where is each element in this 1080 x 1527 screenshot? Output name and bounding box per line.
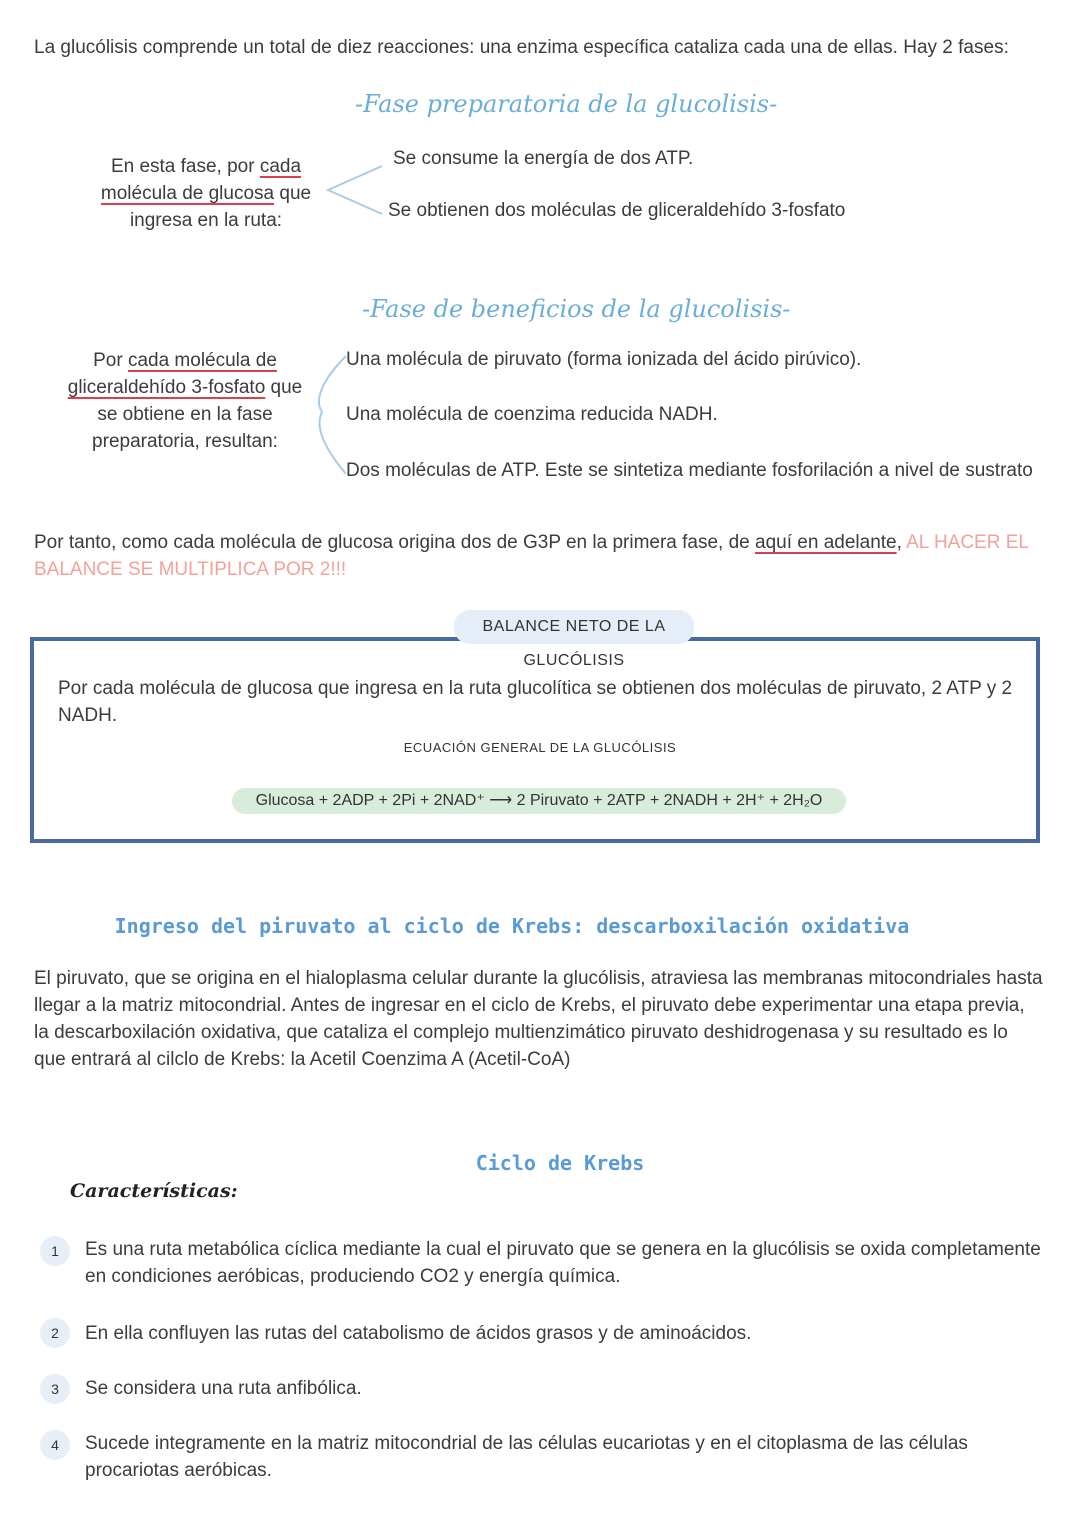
fase2-brace-path [319,356,346,474]
portanto-paragraph [34,529,1044,583]
fase2-left-note [60,347,310,455]
characteristic-3: Se considera una ruta anfibólica. [85,1378,362,1399]
fase1-left-u1: cada [259,156,302,177]
fase1-left-note [88,153,324,234]
fase2-left-u1: cada molécula de [127,350,277,371]
fase1-left-u2: molécula de glucosa [100,183,275,204]
krebs-entry-title: Ingreso del piruvato al ciclo de Krebs: descarboxilación oxidativa [114,914,910,938]
fase2-left-post1: se obtiene en la fase [97,404,273,425]
item-number-4: 4 [40,1430,70,1460]
fase2-left-pre: Por [93,350,128,371]
fase1-left-pre: En esta fase, por [110,156,260,177]
characteristic-1: Es una ruta metabólica cíclica mediante la cual el piruvato que se genera en la glucólisis se oxida completamente en condiciones aeróbicas, produciendo CO2 y energía química. [85,1239,1041,1287]
item-number-3: 3 [40,1374,70,1404]
equation-title: ECUACIÓN GENERAL DE LA GLUCÓLISIS [403,740,677,755]
characteristic-4: Sucede integramente en la matriz mitocondrial de las células eucariotas y en el citoplasma de las células procariotas aeróbicas. [85,1433,968,1481]
item-number-1: 1 [40,1236,70,1266]
fase2-item-2: Una molécula de coenzima reducida NADH. [346,404,718,425]
fase-preparatoria-title: -Fase preparatoria de la glucolisis- [355,90,778,118]
intro-paragraph: La glucólisis comprende un total de diez reacciones: una enzima específica cataliza cada una de ellas. Hay 2 fases: [34,37,1009,58]
portanto-pre: Por tanto, como cada molécula de glucosa origina dos de G3P en la primera fase, de [34,532,756,553]
balance-label: BALANCE NETO DE LA GLUCÓLISIS [454,610,694,644]
glycolysis-equation: Glucosa + 2ADP + 2Pi + 2NAD⁺ ⟶ 2 Piruvato + 2ATP + 2NADH + 2H⁺ + 2H₂O [232,788,846,814]
portanto-underlined: aquí en adelante [755,532,897,553]
fase1-item-1: Se consume la energía de dos ATP. [393,148,694,169]
fase1-brace [320,160,390,220]
fase1-item-2: Se obtienen dos moléculas de gliceraldehído 3-fosfato [388,200,846,221]
fase1-brace-path [328,166,382,214]
fase1-left-post: ingresa en la ruta: [129,210,283,231]
fase2-item-3: Dos moléculas de ATP. Este se sintetiza mediante fosforilación a nivel de sustrato [346,460,1033,481]
item-number-2: 2 [40,1318,70,1348]
characteristic-2: En ella confluyen las rutas del catabolismo de ácidos grasos y de aminoácidos. [85,1323,752,1344]
fase2-item-1: Una molécula de piruvato (forma ionizada del ácido pirúvico). [346,349,862,370]
characteristics-label: Características: [70,1180,238,1202]
fase2-left-u2: gliceraldehído 3-fosfato [67,377,266,398]
fase2-left-mid: que [265,377,303,398]
fase-beneficios-title: -Fase de beneficios de la glucolisis- [362,295,791,323]
portanto-highlight: AL HACER EL BALANCE SE MULTIPLICA POR 2!!! [34,532,1029,580]
krebs-title: Ciclo de Krebs [475,1151,645,1175]
krebs-entry-text: El piruvato, que se origina en el hialoplasma celular durante la glucólisis, atraviesa las membranas mitocondriales hasta llegar a la matriz mitocondrial. Antes de ingresar en el ciclo de Krebs, el piruvato debe experimentar una etapa previa, la descarboxilación oxidativa, que cataliza el complejo multienzimático piruvato deshidrogenasa y su resultado es lo que entrará al cilclo de Krebs: la Acetil Coenzima A (Acetil-CoA) [34,968,1043,1070]
portanto-comma: , [896,532,907,553]
balance-text: Por cada molécula de glucosa que ingresa en la ruta glucolítica se obtienen dos moléculas de piruvato, 2 ATP y 2 NADH. [58,678,1013,726]
fase2-left-post2: preparatoria, resultan: [92,431,278,452]
fase1-left-mid: que [274,183,312,204]
